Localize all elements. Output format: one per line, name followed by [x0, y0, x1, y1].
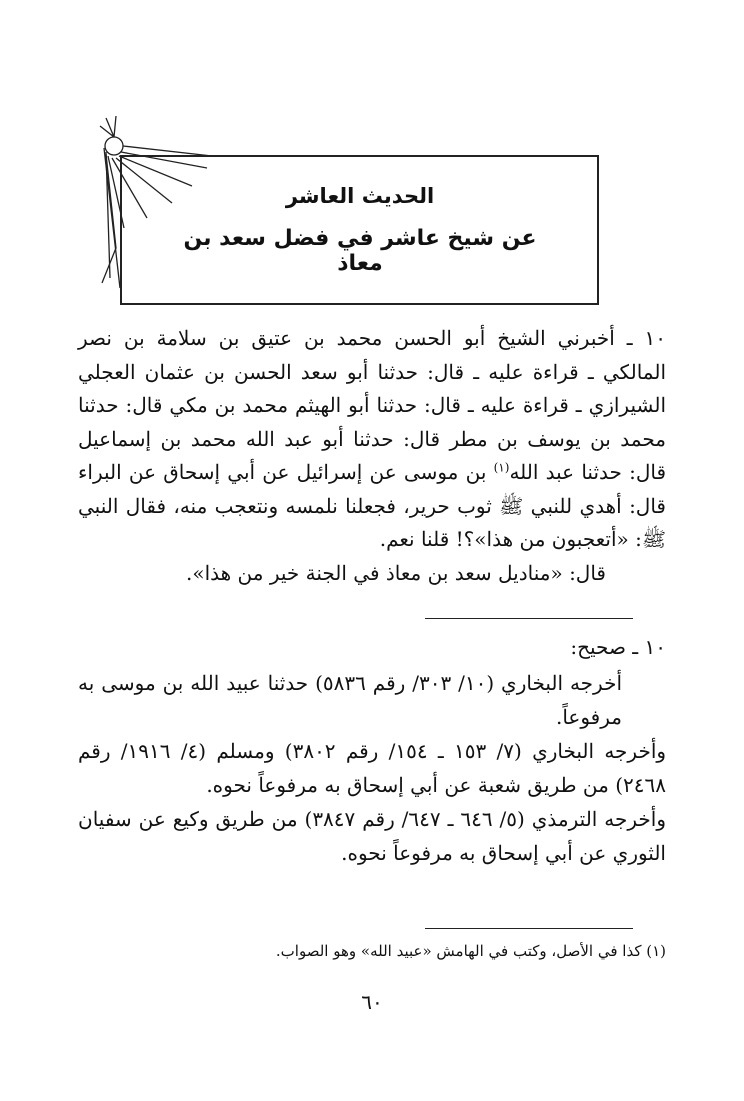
takhrij-heading: ١٠ ـ صحيح: [570, 635, 666, 659]
takhrij-section [78, 630, 666, 870]
hadith-text [78, 322, 666, 590]
hadith-paragraph [78, 322, 666, 557]
footnote: (١) كذا في الأصل، وكتب في الهامش «عبيد الله» وهو الصواب. [275, 942, 666, 960]
separator-line [425, 618, 633, 619]
takhrij-item: وأخرجه البخاري (٧/ ١٥٣ ـ ١٥٤/ رقم ٣٨٠٢) ومسلم (٤/ ١٩١٦/ رقم ٢٤٦٨) من طريق شعبة عن أبي إسحاق به مرفوعاً نحوه. [78, 739, 667, 797]
page-number: ٦٠ [361, 990, 383, 1014]
takhrij-item: وأخرجه الترمذي (٥/ ٦٤٦ ـ ٦٤٧/ رقم ٣٨٤٧) من طريق وكيع عن سفيان الثوري عن أبي إسحاق به مرفوعاً نحوه. [78, 807, 666, 865]
footnote-marker: (١) [493, 460, 510, 475]
takhrij-item: أخرجه البخاري (١٠/ ٣٠٣/ رقم ٥٨٣٦) حدثنا عبيد الله بن موسى به مرفوعاً. [78, 671, 622, 729]
hadith-text-part2: بن موسى عن إسرائيل عن أبي إسحاق عن البراء قال: أهدي للنبي ﷺ ثوب حرير، فجعلنا نلمسه ونتعجب منه، فقال النبي ﷺ: «أتعجبون من هذا»؟! قلنا نعم. [78, 460, 666, 551]
hadith-last-line: قال: «مناديل سعد بن معاذ في الجنة خير من هذا». [185, 560, 606, 585]
footnote-separator [425, 928, 633, 929]
chapter-title: الحديث العاشر [285, 184, 435, 208]
hadith-text-part1: ١٠ ـ أخبرني الشيخ أبو الحسن محمد بن عتيق بن سلامة بن نصر المالكي ـ قراءة عليه ـ قال: حدثنا أبو سعد الحسن بن عثمان العجلي الشيرازي ـ قراءة عليه ـ قال: حدثنا أبو الهيثم محمد بن مكي قال: حدثنا محمد بن يوسف بن مطر قال: حدثنا أبو عبد الله محمد بن إسماعيل قال: حدثنا عبد الله [78, 326, 667, 484]
chapter-subtitle: عن شيخ عاشر في فضل سعد بن معاذ [183, 226, 537, 276]
